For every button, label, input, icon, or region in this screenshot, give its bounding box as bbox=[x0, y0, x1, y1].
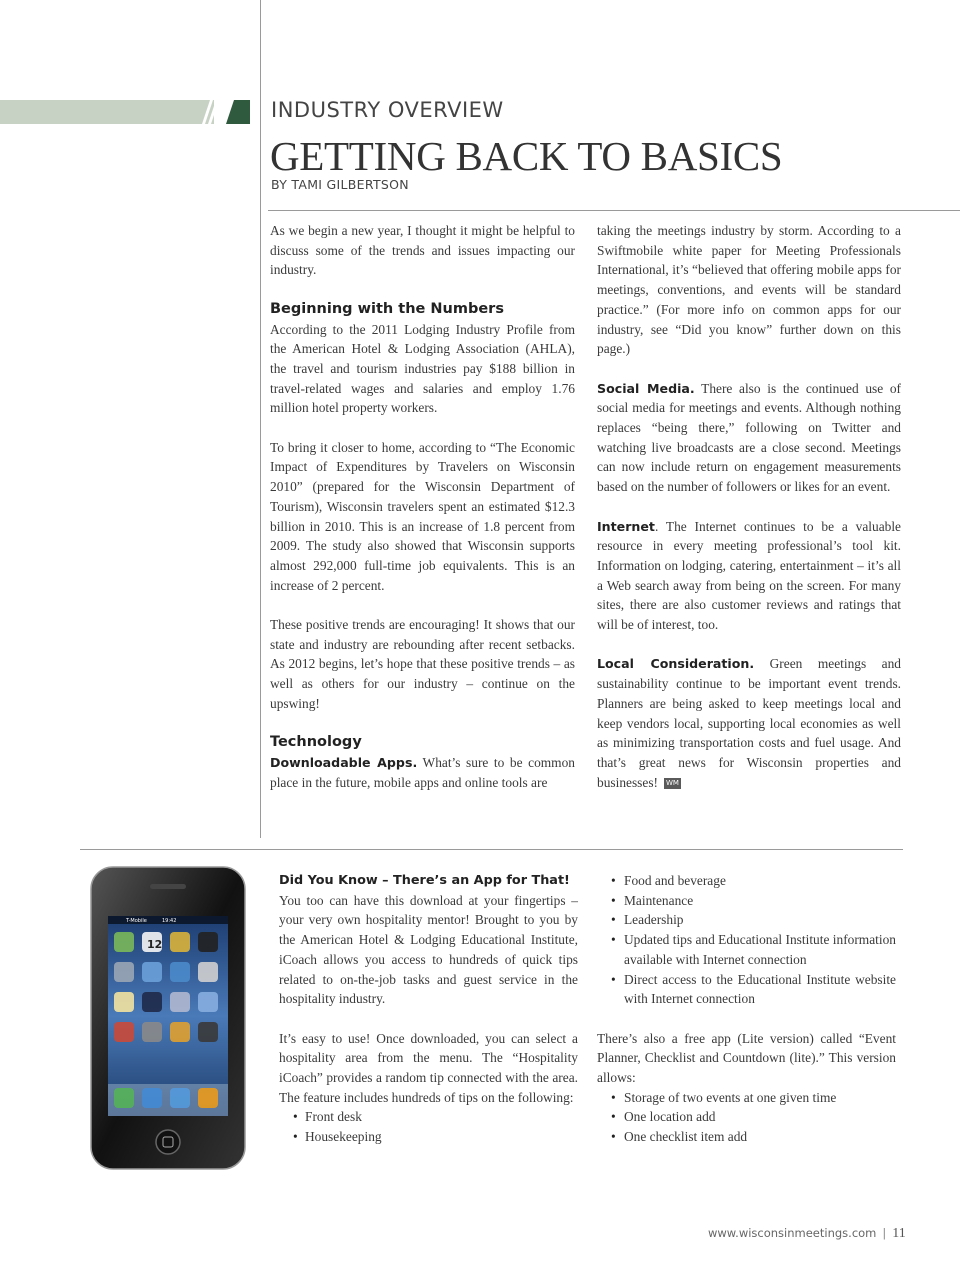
article-byline: BY TAMI GILBERTSON bbox=[271, 177, 409, 192]
header-stripes-decoration bbox=[196, 100, 250, 124]
smartphone-illustration bbox=[90, 866, 246, 1170]
phone-calendar-date: 12 bbox=[147, 938, 163, 951]
social-media-paragraph bbox=[597, 379, 901, 497]
sidebar-paragraph-2: It’s easy to use! Once downloaded, you can select a hospitality area from the menu. The “Hospitality iCoach” provides a random tip connected with the area. The feature includes hundreds of tips on the following: bbox=[279, 1030, 578, 1105]
list-item: • Front desk bbox=[279, 1107, 578, 1127]
apps-paragraph-continued: taking the meetings industry by storm. According to a Swiftmobile white paper for Meeting Professionals International, it’s “believed that offering mobile apps for meetings, conventions, and events will be standard practice.” (For more info on common apps for our industry, see “Did you know” further down on this page.) bbox=[597, 223, 901, 357]
article-title: GETTING BACK TO BASICS bbox=[270, 133, 783, 179]
heading-technology: Technology bbox=[270, 734, 362, 751]
article-column-2 bbox=[597, 221, 901, 812]
numbers-paragraph-3: These positive trends are encouraging! It shows that our state and industry are rebounding after recent setbacks. As 2012 begins, let’s hope that these positive trends – as well as others for our industry – continue on the upswing! bbox=[270, 617, 575, 711]
page-number: 11 bbox=[892, 1226, 906, 1241]
apps-paragraph bbox=[270, 753, 575, 792]
header-rule bbox=[268, 210, 960, 211]
list-item: • One location add bbox=[597, 1107, 896, 1127]
list-item: • Maintenance bbox=[597, 891, 896, 911]
phone-carrier: T-Mobile bbox=[126, 918, 147, 924]
sidebar-column-1 bbox=[279, 871, 578, 1147]
header-color-band bbox=[0, 100, 214, 124]
local-consideration-paragraph bbox=[597, 654, 901, 792]
sidebar-divider bbox=[80, 849, 903, 850]
local-consideration-text: Green meetings and sustainability continue to be important event trends. Planners are being asked to keep meetings local and keep vendors local, supporting local economies as well as minimizing transportation costs and fuel usage. And that’s great news for Wisconsin properties and businesses! bbox=[597, 656, 901, 790]
sidebar-heading: Did You Know – There’s an App for That! bbox=[279, 873, 570, 888]
social-media-text: There also is the continued use of social media for meetings and events. Although nothing replaces “being there,” following on Twitter and watching live broadcasts are a close second. Meetings can now include return on engagement measurements based on the number of followers or likes for an event. bbox=[597, 380, 901, 495]
heading-numbers: Beginning with the Numbers bbox=[270, 300, 504, 317]
numbers-paragraph-2: To bring it closer to home, according to “The Economic Impact of Expenditures by Travelers on Wisconsin 2010” (prepared for the Wisconsin Department of Tourism), Wisconsin travelers spent an estimated $12.3 billion in 2010. This is an increase of 1.8 percent from 2009. The study also showed that Wisconsin supports almost 292,000 full-time job equivalents. This is an increase of 2 percent. bbox=[270, 439, 575, 593]
apps-text: What’s sure to be common place in the future, mobile apps and online tools are bbox=[270, 754, 575, 790]
footer-separator: | bbox=[882, 1226, 887, 1240]
numbers-paragraph-1: According to the 2011 Lodging Industry Profile from the American Hotel & Lodging Association (AHLA), the travel and tourism industries pay $188 billion in travel-related wages and salaries and employ 1.76 million hotel property workers. bbox=[270, 321, 575, 416]
list-item: • Housekeeping bbox=[279, 1127, 578, 1147]
sidebar-column-2 bbox=[597, 871, 896, 1147]
sidebar-paragraph-3: There’s also a free app (Lite version) called “Event Planner, Checklist and Countdown (lite).” This version allows: bbox=[597, 1030, 896, 1086]
list-item: • Updated tips and Educational Institute information available with Internet connection bbox=[597, 930, 896, 969]
list-item: • One checklist item add bbox=[597, 1127, 896, 1147]
sidebar-list-2 bbox=[597, 871, 896, 1009]
section-kicker: INDUSTRY OVERVIEW bbox=[271, 98, 504, 122]
apps-lead: Downloadable Apps. bbox=[270, 754, 418, 770]
local-consideration-lead: Local Consideration. bbox=[597, 656, 755, 672]
internet-paragraph bbox=[597, 517, 901, 635]
social-media-lead: Social Media. bbox=[597, 380, 695, 396]
list-item: • Direct access to the Educational Institute website with Internet connection bbox=[597, 970, 896, 1009]
sidebar-list-1 bbox=[279, 1107, 578, 1146]
page-footer bbox=[708, 1226, 906, 1242]
phone-time: 19:42 bbox=[162, 918, 177, 924]
list-item: • Leadership bbox=[597, 910, 896, 930]
internet-text: . The Internet continues to be a valuable resource in every meeting professional’s tool kit. Information on lodging, catering, entertainment – it’s all a Web search away from being on the screen. For many sites, there are also customer reviews and ratings that will be of interest, too. bbox=[597, 518, 901, 633]
sidebar-paragraph-1: You too can have this download at your fingertips – your very own hospitality mentor! Brought to you by the American Hotel & Lodging Educational Institute, iCoach allows you access to hundreds of quick tips related to on-the-job tasks and guest service in the hospitality industry. bbox=[279, 892, 578, 1007]
article-column-1 bbox=[270, 221, 575, 812]
sidebar-list-3 bbox=[597, 1088, 896, 1147]
list-item: • Food and beverage bbox=[597, 871, 896, 891]
column-rule-vertical bbox=[260, 0, 261, 838]
internet-lead: Internet bbox=[597, 518, 655, 534]
footer-url: www.wisconsinmeetings.com bbox=[708, 1226, 877, 1240]
end-mark-logo: WM bbox=[666, 779, 679, 788]
list-item: • Storage of two events at one given time bbox=[597, 1088, 896, 1108]
intro-paragraph: As we begin a new year, I thought it might be helpful to discuss some of the trends and issues impacting our industry. bbox=[270, 223, 575, 278]
